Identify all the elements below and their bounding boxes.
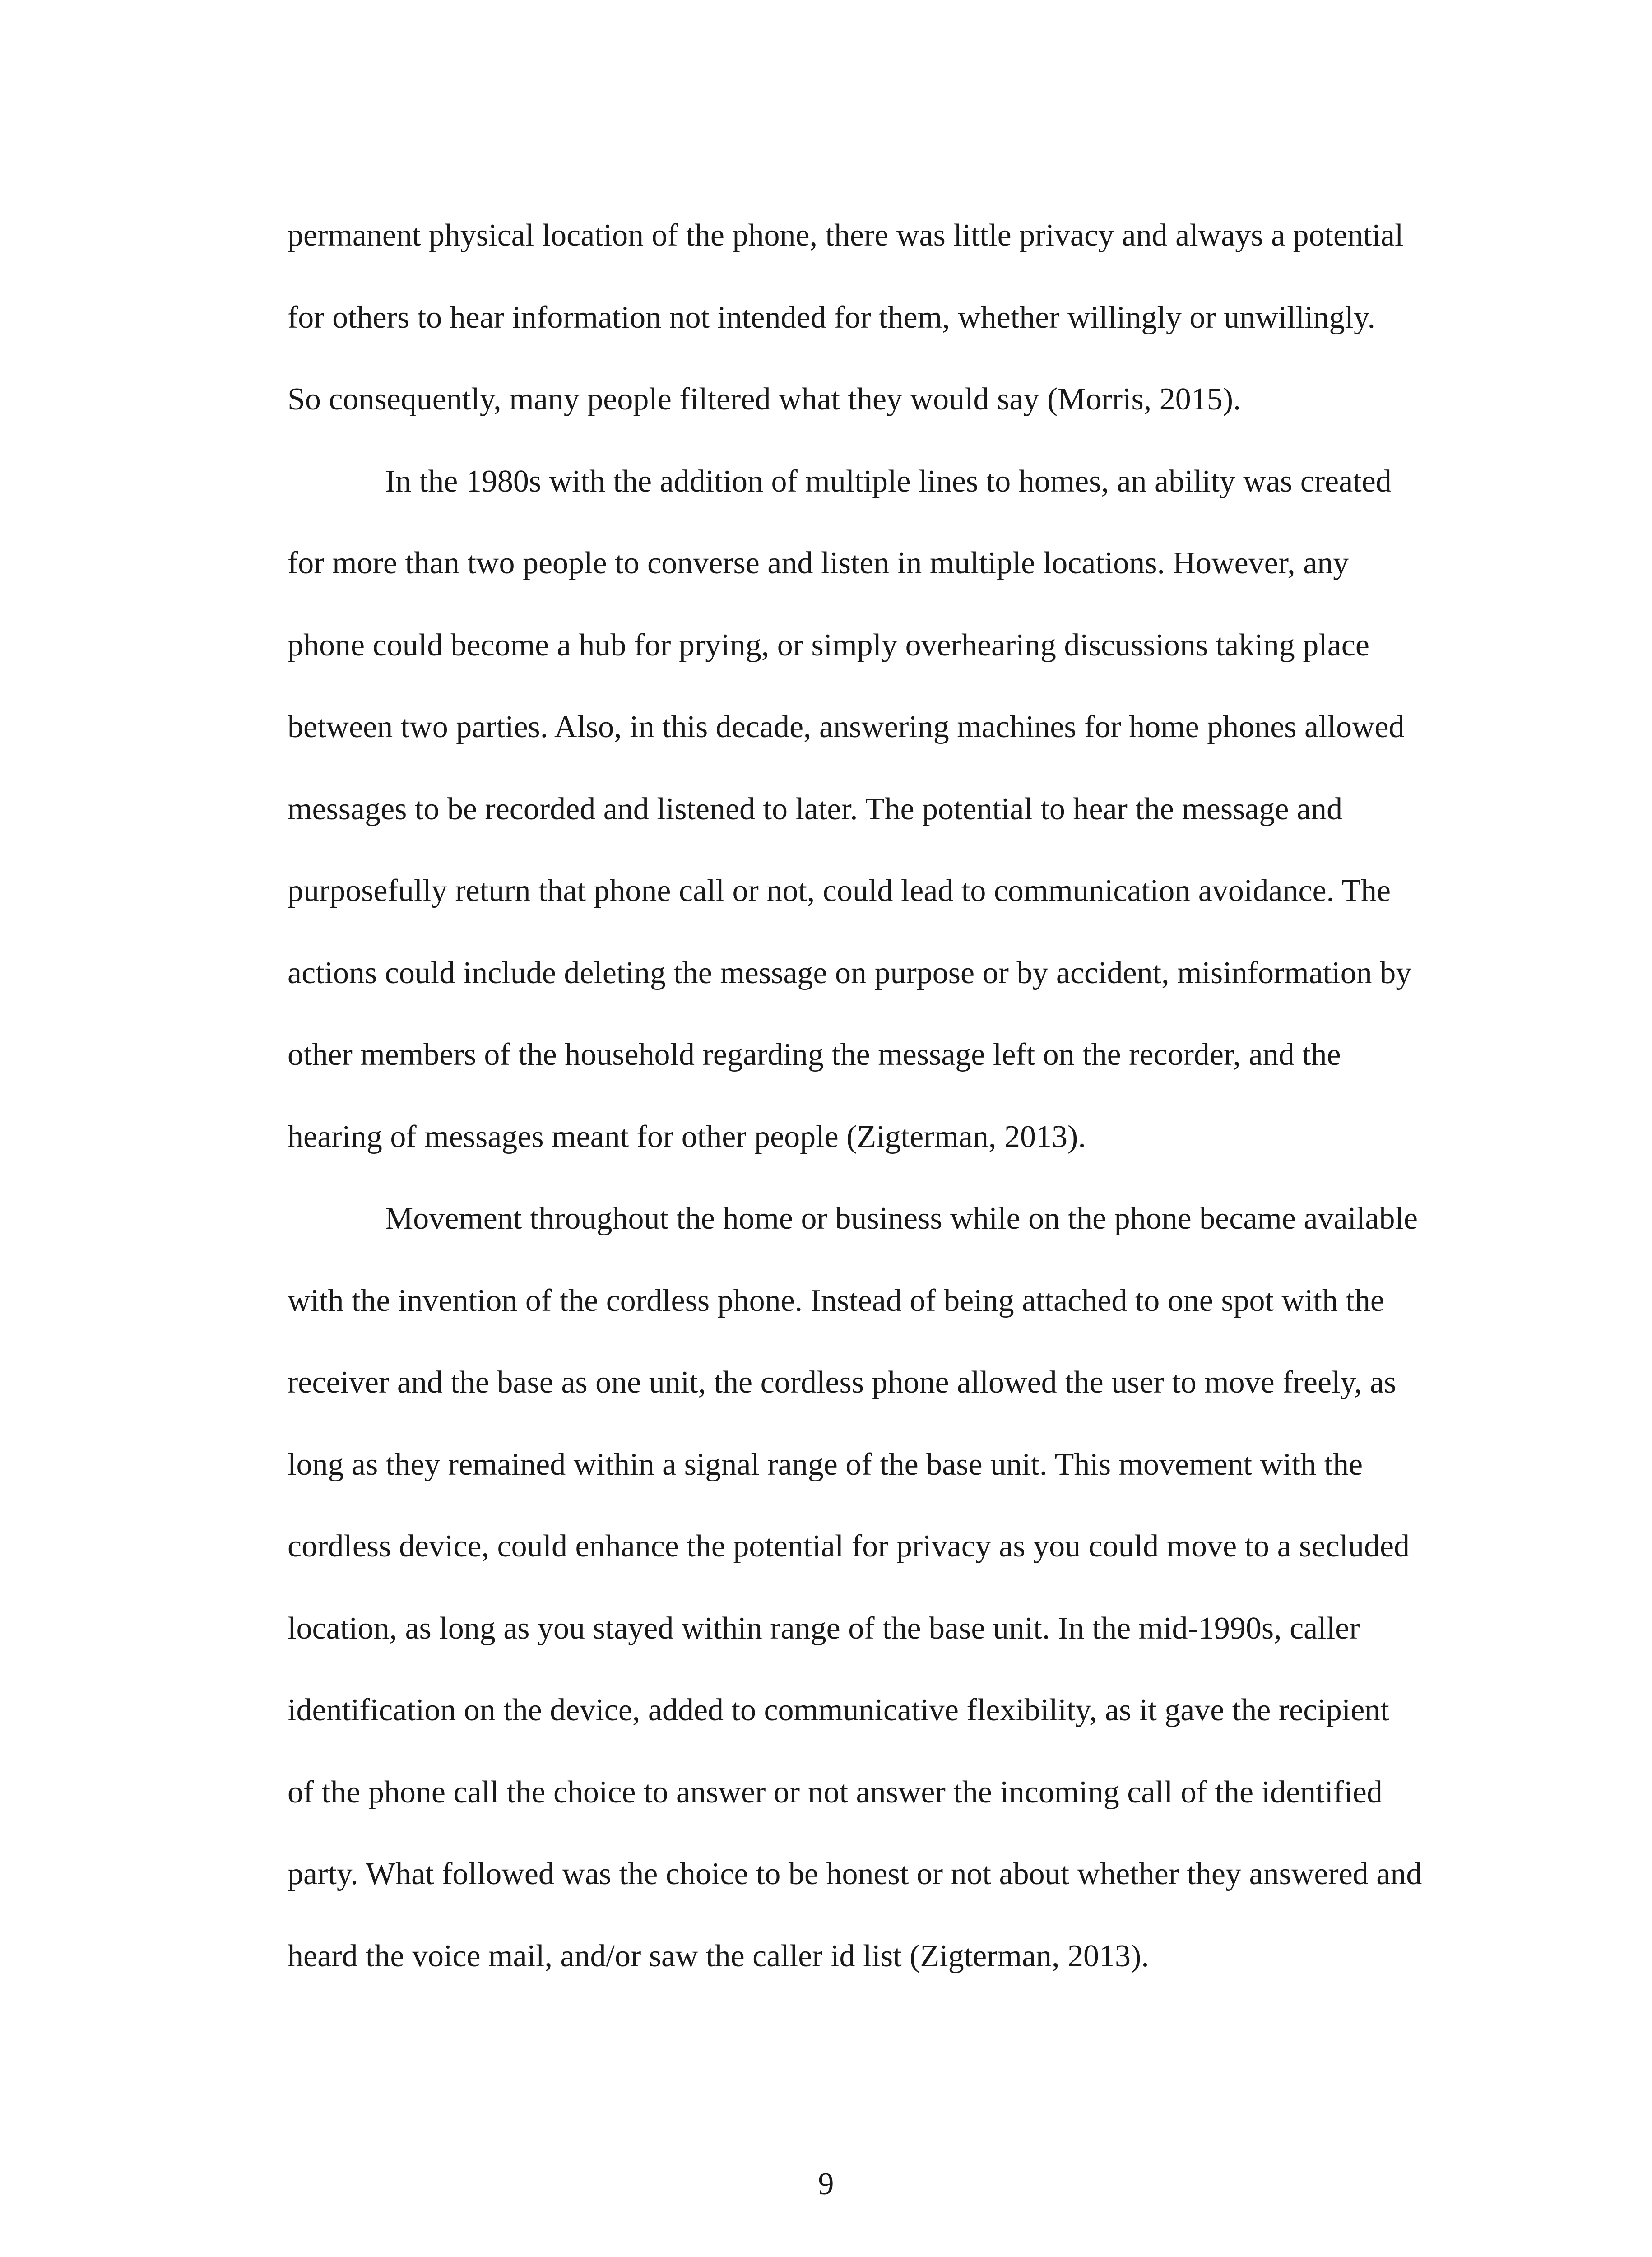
text-line: for others to hear information not intended for them, whether willingly or unwillingly. [288,300,1375,335]
text-line: of the phone call the choice to answer or not answer the incoming call of the identified [288,1774,1383,1810]
paragraph-2 [288,457,1479,1195]
text-line: with the invention of the cordless phone. Instead of being attached to one spot with the [288,1283,1384,1318]
text-line: permanent physical location of the phone, there was little privacy and always a potential [288,218,1404,253]
text-line: messages to be recorded and listened to later. The potential to hear the message and [288,791,1343,827]
text-line: cordless device, could enhance the potential for privacy as you could move to a secluded [288,1529,1410,1564]
text-line: long as they remained within a signal range of the base unit. This movement with the [288,1447,1363,1482]
text-line: In the 1980s with the addition of multiple lines to homes, an ability was created [385,464,1392,499]
text-line: other members of the household regarding the message left on the recorder, and the [288,1037,1341,1072]
text-line: purposefully return that phone call or not, could lead to communication avoidance. The [288,873,1391,908]
text-line: location, as long as you stayed within range of the base unit. In the mid-1990s, caller [288,1611,1360,1646]
text-line: Movement throughout the home or business while on the phone became available [385,1201,1418,1236]
text-line: for more than two people to converse and listen in multiple locations. However, any [288,546,1349,581]
text-line: So consequently, many people filtered what they would say (Morris, 2015). [288,382,1241,417]
text-line: heard the voice mail, and/or saw the caller id list (Zigterman, 2013). [288,1938,1149,1974]
text-line: actions could include deleting the message on purpose or by accident, misinformation by [288,955,1412,990]
text-line: phone could become a hub for prying, or simply overhearing discussions taking place [288,627,1369,663]
text-line: between two parties. Also, in this decade, answering machines for home phones allowed [288,710,1405,744]
text-line: identification on the device, added to communicative flexibility, as it gave the recipient [288,1693,1389,1728]
paragraph-3 [288,1194,1479,2014]
body-text [288,211,1479,2014]
text-line: hearing of messages meant for other people (Zigterman, 2013). [288,1119,1086,1154]
text-line: receiver and the base as one unit, the cordless phone allowed the user to move freely, as [288,1365,1397,1400]
paragraph-1 [288,211,1479,457]
page-number: 9 [818,2167,834,2201]
text-line: party. What followed was the choice to be honest or not about whether they answered and [288,1857,1422,1891]
